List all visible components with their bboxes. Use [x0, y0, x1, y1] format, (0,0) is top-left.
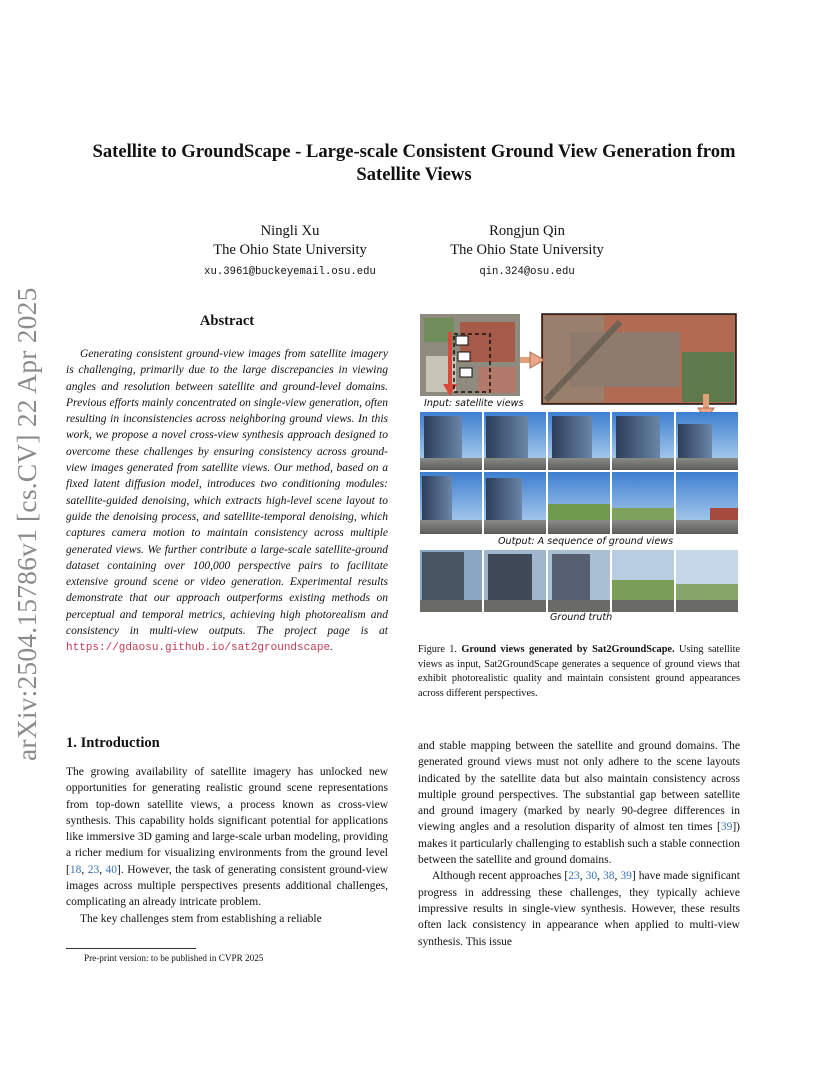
ground-truth-view — [676, 550, 738, 612]
intro-r1-text: and stable mapping between the satellite and ground domains. The generated ground views must not only adhere to the scene layouts indicated by the satellite data but also maintain consistency across multiple ground perspectives. The substantial gap between satellite and ground imagery (marked by nearly 90-degree differences in viewing angles and a resolution disparity of almost ten times [ — [418, 740, 740, 834]
footnote-rule — [66, 948, 196, 949]
citation-link[interactable]: 30 — [585, 870, 598, 883]
caption-bold: Ground views generated by Sat2GroundScape. — [461, 644, 675, 655]
intro-r2-text: Although recent approaches [ — [432, 870, 569, 883]
caption-prefix: Figure 1. — [418, 644, 462, 655]
author-1-name: Ningli Xu — [260, 223, 320, 239]
intro-heading: 1. Introduction — [66, 735, 160, 751]
intro-r2-text-end: ] have made significant progress in addressing these challenges, they typically achieve impressive results in single-view synthesis. However, these results often lack consistency in appearance when applied to multi-view synthesis. This issue — [418, 870, 740, 948]
generated-view — [612, 472, 674, 534]
citation-link[interactable]: 38 — [603, 870, 615, 883]
figure-1-graphic — [420, 312, 738, 630]
author-1-affiliation: The Ohio State University — [213, 242, 367, 258]
abstract-text: Generating consistent ground-view images from satellite imagery is challenging, primarily due to the large discrepancies in viewing angles and resolution between satellite and ground-level domains. Previous efforts mainly concentrated on single-view generation, often resulting in inconsistencies across neighboring ground views. In this work, we propose a novel cross-view synthesis approach designed to overcome these challenges by ensuring consistency across ground-view images generated from satellite views. Our method, based on a fixed latent diffusion model, introduces two conditioning modules: satellite-guided denoising, which extracts high-level scene layout to guide the denoising process, and satellite-temporal denoising, which captures camera motion to maintain consistency across multiple generated views. We further contribute a large-scale satellite-ground dataset containing over 100,000 perspective pairs to facilitate extensive ground scene or video generation. Experimental results demonstrate that our approach outperforms existing methods on perceptual and temporal metrics, achieving high photorealism and consistency in multi-view outputs. The project page is at — [66, 348, 388, 638]
citation-link[interactable]: 40 — [105, 863, 118, 876]
author-2-name: Rongjun Qin — [489, 223, 565, 239]
ground-truth-view — [548, 550, 610, 612]
footnote: Pre-print version: to be published in CVPR 2025 — [84, 953, 264, 963]
generated-view — [484, 412, 546, 470]
intro-p1-text-end: ]. However, the task of generating consistent ground-view images across multiple perspectives presents additional challenges, complicating an already intricate problem. — [66, 863, 388, 909]
abstract-body — [66, 346, 388, 657]
author-2-affiliation: The Ohio State University — [450, 242, 604, 258]
intro-paragraph-2: The key challenges stem from establishing a reliable — [80, 912, 322, 925]
generated-view — [484, 472, 546, 534]
intro-right-column — [418, 738, 740, 950]
satellite-input-image — [420, 314, 520, 396]
author-2 — [427, 222, 627, 282]
intro-paragraph-3 — [418, 738, 740, 868]
citation-link[interactable]: 23 — [568, 870, 580, 883]
generated-view — [548, 472, 610, 534]
generated-view — [420, 472, 482, 534]
generated-view — [676, 472, 738, 534]
intro-left-column — [66, 764, 388, 927]
figure-label-output: Output: A sequence of ground views — [498, 536, 674, 547]
project-url-link[interactable]: https://gdaosu.github.io/sat2groundscape — [66, 642, 331, 655]
citation-link[interactable]: 39 — [720, 821, 733, 834]
abstract-heading: Abstract — [199, 313, 255, 329]
generated-view — [548, 412, 610, 470]
abstract-end: . — [330, 641, 333, 654]
figure-1 — [420, 312, 738, 630]
ground-truth-views — [420, 550, 738, 612]
generated-view — [676, 412, 738, 470]
author-2-email[interactable]: qin.324@osu.edu — [479, 266, 575, 278]
generated-view — [420, 412, 482, 470]
author-1-email[interactable]: xu.3961@buckeyemail.osu.edu — [204, 266, 376, 278]
intro-p1-text: The growing availability of satellite imagery has unlocked new opportunities for generating realistic ground scene representations from top-down satellite views, a process known as cross-view synthesis. This capability holds significant potential for applications like immersive 3D gaming and large-scale urban modeling, providing a richer medium for visualizing environments from the ground level [ — [66, 766, 388, 876]
generated-ground-views — [420, 412, 738, 534]
citation-link[interactable]: 39 — [620, 870, 632, 883]
intro-r1-text-end: ]) makes it particularly challenging to establish such a stable connection between the satellite and ground domains. — [418, 821, 740, 867]
ground-truth-view — [420, 550, 482, 612]
figure-label-input: Input: satellite views — [424, 398, 524, 409]
arxiv-identifier: arXiv:2504.15786v1 [cs.CV] 22 Apr 2025 — [11, 287, 42, 761]
author-1 — [190, 222, 390, 282]
generated-view — [612, 412, 674, 470]
ground-truth-view — [484, 550, 546, 612]
figure-label-truth: Ground truth — [550, 612, 613, 623]
ground-truth-view — [612, 550, 674, 612]
citation-link[interactable]: 18 — [69, 863, 82, 876]
paper-title: Satellite to GroundScape - Large-scale Consistent Ground View Generation from Satellite Views — [92, 141, 736, 185]
figure-1-caption — [418, 643, 740, 701]
satellite-zoom-image — [542, 314, 736, 404]
citation-link[interactable]: 23 — [87, 863, 100, 876]
intro-paragraph-4: Although recent approaches [23, 30, 38, 39] have made significant progress in addressing these challenges, they typically achieve impressive results in single-view synthesis. However, these results often lack consistency in appearance when applied to multi-view synthesis. This issue — [418, 870, 740, 948]
caption-text: Using satellite views as input, Sat2GroundScape generates a sequence of ground views that exhibit photorealistic quality and maintain consistent ground appearances across different perspectives. — [418, 644, 740, 699]
intro-paragraph-1: The growing availability of satellite imagery has unlocked new opportunities for generating realistic ground scene representations from top-down satellite views, a process known as cross-view synthesis. This capability holds significant potential for applications like immersive 3D gaming and large-scale urban modeling, providing a richer medium for visualizing environments from the ground level [18, 23, 40]. However, the task of generating consistent ground-view images across multiple perspectives presents additional challenges, complicating an already intricate problem. — [66, 766, 388, 909]
